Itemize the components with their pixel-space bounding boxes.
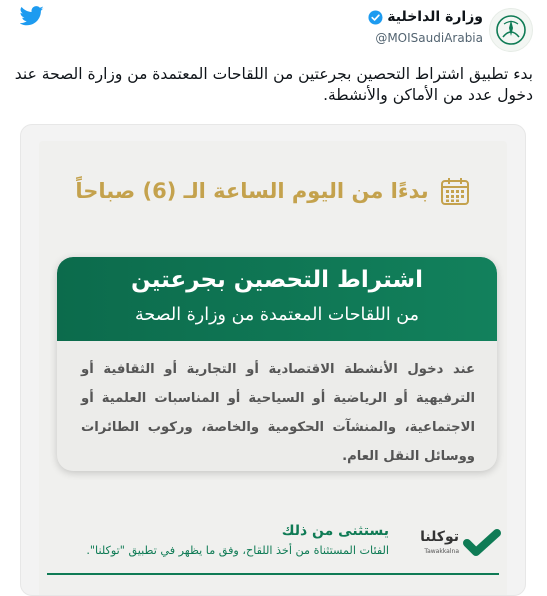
tweet-header xyxy=(0,0,547,60)
display-name[interactable]: وزارة الداخلية xyxy=(387,9,483,25)
card-body: عند دخول الأنشطة الاقتصادية أو التجارية أو الثقافية أو الترفيهية أو الرياضية أو السياحية أو المناسبات العلمية أو الاجتماعية، والمنشآت الحكومية والخاصة، وركوب الطائرات ووسائل النقل العام. xyxy=(81,362,475,464)
exemption-row xyxy=(39,521,507,581)
card-subtitle: من اللقاحات المعتمدة من وزارة الصحة xyxy=(135,305,419,325)
avatar[interactable] xyxy=(489,8,533,52)
infographic xyxy=(39,141,507,596)
tawakkalna-name: توكلنا xyxy=(420,529,459,545)
divider xyxy=(47,573,499,575)
user-handle[interactable]: @MOISaudiArabia xyxy=(375,31,483,45)
tweet-text: بدء تطبيق اشتراط التحصين بجرعتين من اللقاحات المعتمدة من وزارة الصحة عند دخول عدد من الأماكن والأنشطة. xyxy=(14,65,533,104)
ministry-emblem-icon xyxy=(490,9,532,51)
card-header xyxy=(57,257,497,341)
date-line: بدءًا من اليوم الساعة الـ (6) صباحاً xyxy=(75,179,429,203)
exemption-text: الفئات المستثناة من أخذ اللقاح، وفق ما يظهر في تطبيق "توكلنا". xyxy=(86,544,389,557)
calendar-icon xyxy=(439,175,471,207)
tawakkalna-latin-name: Tawakkalna xyxy=(424,548,459,555)
tweet-image[interactable] xyxy=(20,124,526,596)
exemption-title: يستثنى من ذلك xyxy=(281,523,389,539)
name-row xyxy=(368,9,483,25)
twitter-bird-icon[interactable] xyxy=(20,6,44,26)
verified-badge-icon xyxy=(368,10,383,25)
card-title: اشتراط التحصين بجرعتين xyxy=(131,267,423,293)
date-row xyxy=(39,175,507,207)
tawakkalna-logo-icon xyxy=(463,529,503,559)
requirement-card xyxy=(57,257,497,471)
